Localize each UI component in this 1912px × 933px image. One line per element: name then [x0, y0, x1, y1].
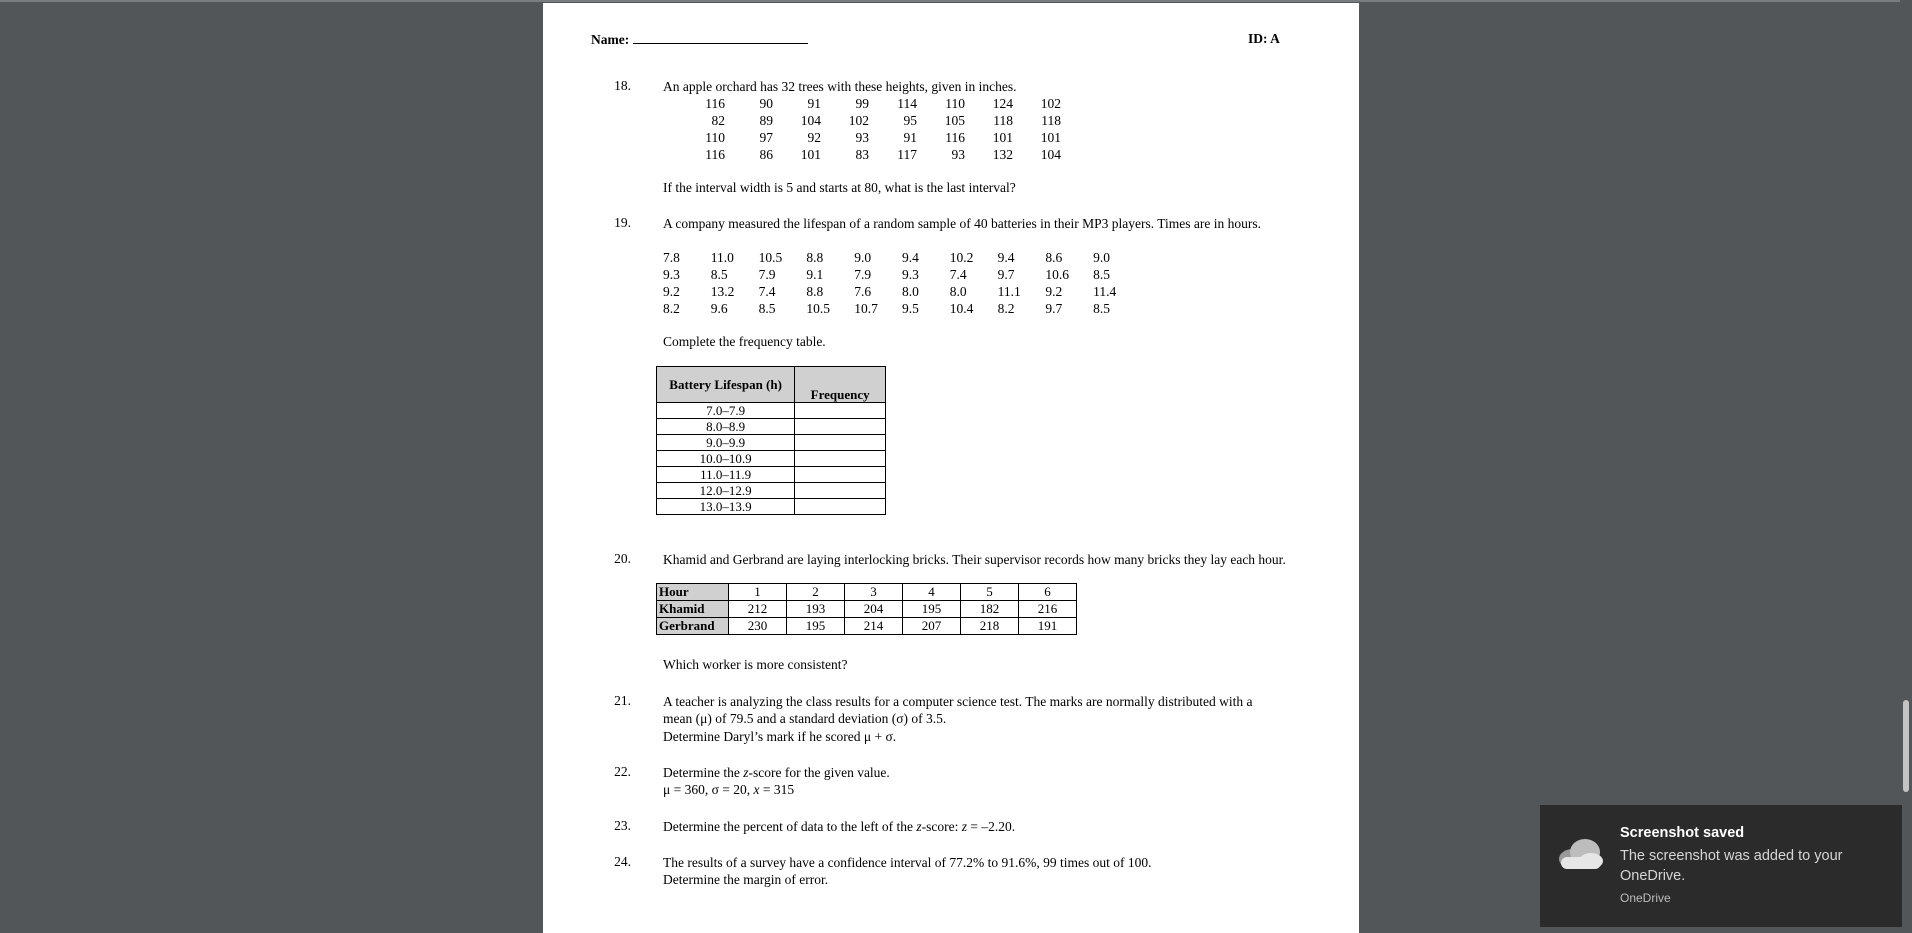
q18-height-data [677, 95, 1061, 163]
frequency-table-row [657, 451, 886, 467]
q18-height-value: 101 [1040, 130, 1061, 145]
q19-time-value: 11.1 [997, 284, 1021, 299]
q19-text: A company measured the lifespan of a random sample of 40 batteries in their MP3 players. Times are in hours. [663, 216, 1261, 231]
bricks-cell: 3 [845, 584, 903, 601]
q23-pre: Determine the percent of data to the left of the [663, 819, 917, 834]
q18-height-value: 102 [1040, 96, 1061, 111]
q18-height-value: 124 [992, 96, 1013, 111]
name-label: Name: [591, 32, 630, 47]
q19-instruction: Complete the frequency table. [663, 334, 826, 349]
interval-cell: 8.0–8.9 [657, 419, 795, 435]
q18-height-value: 116 [945, 130, 965, 145]
q23-mid: -score: [921, 819, 962, 834]
q19-time-value: 9.2 [1045, 284, 1063, 299]
q21-line3: Determine Daryl’s mark if he scored μ + σ. [663, 729, 897, 744]
q18-height-value: 91 [903, 130, 917, 145]
frequency-table-row [657, 435, 886, 451]
q20-number: 20. [614, 551, 631, 566]
q18-number: 18. [614, 78, 631, 93]
q19-time-value: 8.5 [1093, 301, 1111, 316]
frequency-blank-cell [795, 451, 886, 467]
q22-line1 [663, 764, 1313, 781]
q19-time-value: 8.0 [949, 284, 967, 299]
q19-time-value: 7.9 [758, 267, 776, 282]
bricks-table-row [657, 601, 1077, 618]
frequency-blank-cell [795, 403, 886, 419]
q18-text: An apple orchard has 32 trees with these heights, given in inches. [663, 79, 1017, 94]
frequency-blank-cell [795, 483, 886, 499]
notification-title: Screenshot saved [1620, 825, 1745, 841]
vertical-scrollbar[interactable] [1900, 0, 1912, 933]
q19-time-value: 8.6 [1045, 250, 1063, 265]
frequency-blank-cell [795, 467, 886, 483]
bricks-cell: 216 [1019, 601, 1077, 618]
bricks-cell: 214 [845, 618, 903, 635]
q18-height-value: 89 [759, 113, 773, 128]
q19-time-value: 10.4 [949, 301, 974, 316]
q19-time-value: 8.2 [997, 301, 1015, 316]
bricks-table-row [657, 584, 1077, 601]
frequency-table-head-frequency: Frequency [795, 367, 886, 403]
frequency-table-row [657, 467, 886, 483]
q24-number: 24. [614, 854, 631, 869]
q18-height-value: 95 [903, 113, 917, 128]
q19-time-value: 8.5 [758, 301, 776, 316]
interval-cell: 10.0–10.9 [657, 451, 795, 467]
interval-cell: 9.0–9.9 [657, 435, 795, 451]
q19-time-value: 9.5 [901, 301, 919, 316]
q18-height-value: 117 [897, 147, 917, 162]
bricks-cell: 207 [903, 618, 961, 635]
bricks-row-label: Gerbrand [657, 618, 729, 635]
frequency-blank-cell [795, 499, 886, 515]
document-page [543, 3, 1359, 933]
q19-time-value: 8.5 [1093, 267, 1111, 282]
q18-height-value: 118 [993, 113, 1013, 128]
interval-cell: 11.0–11.9 [657, 467, 795, 483]
q18-height-value: 93 [855, 130, 869, 145]
q18-height-value: 132 [992, 147, 1013, 162]
q18-height-value: 90 [759, 96, 773, 111]
q18-height-value: 104 [800, 113, 821, 128]
q18-height-value: 92 [807, 130, 821, 145]
q18-height-value: 105 [944, 113, 965, 128]
name-blank-line [633, 30, 808, 44]
q18-height-value: 83 [855, 147, 869, 162]
q18-height-value: 86 [759, 147, 773, 162]
interval-cell: 13.0–13.9 [657, 499, 795, 515]
q23-z1: z [916, 819, 922, 834]
q18-height-value: 101 [800, 147, 821, 162]
q19-number: 19. [614, 215, 631, 230]
q18-height-value: 93 [951, 147, 965, 162]
bricks-cell: 2 [787, 584, 845, 601]
q18-height-value: 101 [992, 130, 1013, 145]
q19-time-value: 8.8 [806, 284, 824, 299]
q19-time-value: 10.7 [854, 301, 878, 316]
q18-height-value: 91 [807, 96, 821, 111]
q24-line2: Determine the margin of error. [663, 872, 829, 887]
q23-post: = –2.20. [967, 819, 1016, 834]
q22-line1-post: -score for the given value. [748, 765, 890, 780]
q19-time-value: 8.2 [663, 301, 680, 316]
q18-height-value: 116 [705, 147, 725, 162]
bricks-cell: 204 [845, 601, 903, 618]
bricks-table-row [657, 618, 1077, 635]
q19-time-value: 9.6 [710, 301, 728, 316]
onedrive-cloud-icon [1553, 835, 1607, 875]
q19-time-value: 11.4 [1093, 284, 1117, 299]
frequency-blank-cell [795, 419, 886, 435]
q22-line2-x: x [753, 782, 760, 797]
screenshot-saved-notification[interactable] [1540, 805, 1902, 927]
frequency-table-row [657, 419, 886, 435]
q19-time-value: 9.0 [1093, 250, 1111, 265]
id-label: ID: A [1248, 31, 1280, 46]
notification-source: OneDrive [1620, 891, 1671, 905]
name-field [591, 30, 808, 48]
frequency-table-row [657, 483, 886, 499]
q19-time-value: 10.5 [806, 301, 831, 316]
q19-time-value: 9.1 [806, 267, 824, 282]
q22-line1-z: z [743, 765, 749, 780]
q19-time-value: 10.5 [758, 250, 783, 265]
q21-number: 21. [614, 693, 631, 708]
bricks-cell: 182 [961, 601, 1019, 618]
bricks-table [656, 583, 1077, 635]
viewer-top-border [0, 0, 1912, 2]
q19-time-value: 10.6 [1045, 267, 1069, 282]
q19-time-data [663, 249, 1141, 317]
q18-height-value: 97 [759, 130, 773, 145]
q19-time-value: 9.3 [901, 267, 919, 282]
q22-number: 22. [614, 764, 631, 779]
q21-line2: mean (μ) of 79.5 and a standard deviation (σ) of 3.5. [663, 711, 947, 726]
bricks-cell: 212 [729, 601, 787, 618]
q18-height-value: 102 [848, 113, 869, 128]
frequency-table-head-interval: Battery Lifespan (h) [657, 367, 795, 403]
q18-height-value: 110 [945, 96, 965, 111]
q18-height-value: 104 [1040, 147, 1061, 162]
interval-cell: 7.0–7.9 [657, 403, 795, 419]
q19-time-value: 11.0 [710, 250, 734, 265]
scrollbar-thumb[interactable] [1903, 700, 1909, 792]
q22-line2 [663, 781, 1313, 798]
q19-time-value: 7.4 [758, 284, 776, 299]
q24-line1: The results of a survey have a confidence interval of 77.2% to 91.6%, 99 times out of 100. [663, 855, 1152, 870]
q18-height-value: 99 [855, 96, 869, 111]
q23-z2: z [961, 819, 968, 834]
frequency-table-row [657, 403, 886, 419]
q19-time-value: 7.8 [663, 250, 680, 265]
q18-height-value: 110 [705, 130, 725, 145]
bricks-cell: 5 [961, 584, 1019, 601]
q19-time-value: 7.6 [854, 284, 872, 299]
q18-height-value: 118 [1041, 113, 1061, 128]
q18-height-value: 114 [897, 96, 917, 111]
q20-text: Khamid and Gerbrand are laying interlocking bricks. Their supervisor records how many bricks they lay each hour. [663, 552, 1286, 567]
q19-time-value: 9.4 [997, 250, 1015, 265]
q19-time-value: 9.2 [663, 284, 680, 299]
bricks-cell: 4 [903, 584, 961, 601]
q19-time-value: 9.7 [1045, 301, 1063, 316]
frequency-table-row [657, 499, 886, 515]
bricks-cell: 230 [729, 618, 787, 635]
q19-time-value: 8.0 [901, 284, 919, 299]
q22-line2-pre: μ = 360, σ = 20, [663, 782, 754, 797]
frequency-blank-cell [795, 435, 886, 451]
q22-line2-post: = 315 [759, 782, 795, 797]
q19-time-value: 9.3 [663, 267, 680, 282]
q19-time-value: 9.0 [854, 250, 872, 265]
q18-height-value: 116 [705, 96, 725, 111]
bricks-cell: 218 [961, 618, 1019, 635]
bricks-cell: 191 [1019, 618, 1077, 635]
q20-question: Which worker is more consistent? [663, 657, 848, 672]
bricks-cell: 193 [787, 601, 845, 618]
q19-time-value: 7.4 [949, 267, 967, 282]
notification-message: The screenshot was added to your OneDrive. [1620, 848, 1843, 884]
q19-time-value: 9.7 [997, 267, 1015, 282]
q23-number: 23. [614, 818, 631, 833]
q19-time-value: 7.9 [854, 267, 872, 282]
q18-question: If the interval width is 5 and starts at 80, what is the last interval? [663, 180, 1016, 195]
q22-line1-pre: Determine the [663, 765, 744, 780]
interval-cell: 12.0–12.9 [657, 483, 795, 499]
q19-time-value: 8.5 [710, 267, 728, 282]
bricks-cell: 6 [1019, 584, 1077, 601]
bricks-row-label: Hour [657, 584, 729, 601]
bricks-cell: 1 [729, 584, 787, 601]
q21-line1: A teacher is analyzing the class results for a computer science test. The marks are normally distributed with a [663, 694, 1253, 709]
q23-text [663, 818, 1313, 835]
q19-time-value: 8.8 [806, 250, 824, 265]
bricks-cell: 195 [903, 601, 961, 618]
q19-time-value: 9.4 [901, 250, 919, 265]
bricks-cell: 195 [787, 618, 845, 635]
frequency-table [656, 366, 886, 515]
bricks-row-label: Khamid [657, 601, 729, 618]
q19-time-value: 13.2 [710, 284, 735, 299]
q19-time-value: 10.2 [949, 250, 974, 265]
q18-height-value: 82 [711, 113, 725, 128]
